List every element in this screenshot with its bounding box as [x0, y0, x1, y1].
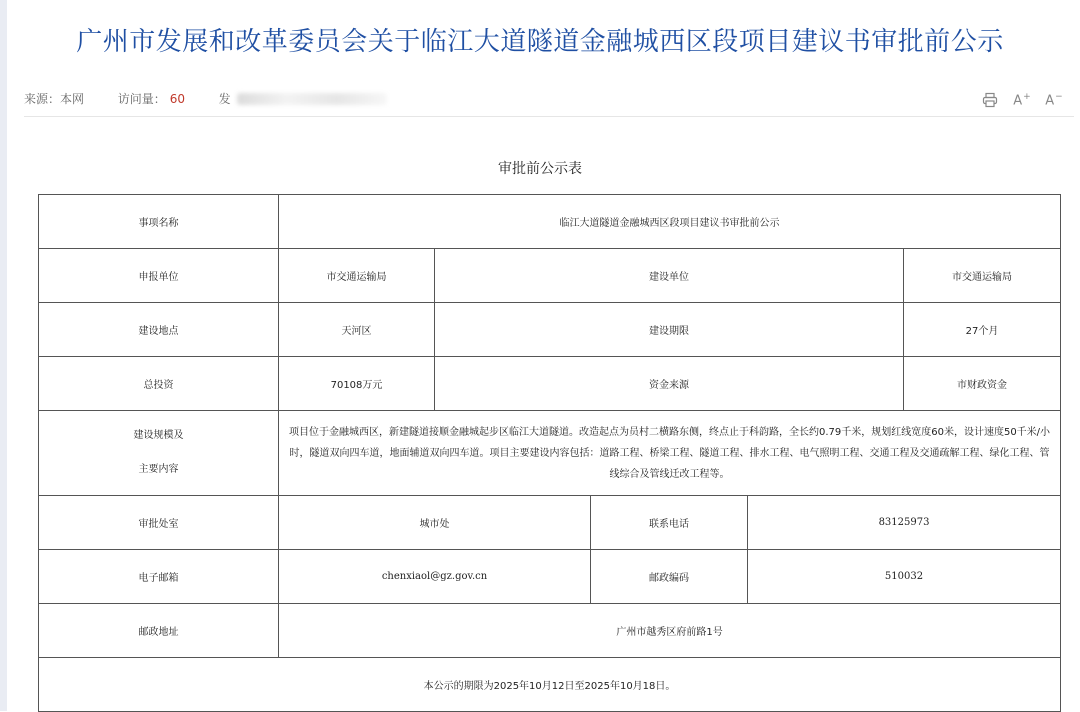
email-value: chenxiaol@gz.gov.cn [279, 550, 591, 604]
page-title: 广州市发展和改革委员会关于临江大道隧道金融城西区段项目建议书审批前公示 [76, 27, 1004, 57]
notice-period: 本公示的期限为2025年10月12日至2025年10月18日。 [39, 658, 1061, 712]
scope-label-line1: 建设规模及 [133, 430, 184, 441]
source-label: 来源： [24, 92, 61, 106]
table-row [39, 604, 1061, 658]
views-count: 60 [169, 92, 185, 106]
address-value: 广州市越秀区府前路1号 [279, 604, 1061, 658]
postcode-value: 510032 [748, 550, 1061, 604]
location-label: 建设地点 [39, 303, 279, 357]
table-row [39, 249, 1061, 303]
applicant-value: 市交通运输局 [279, 249, 435, 303]
print-button[interactable] [980, 90, 1000, 110]
table-row [39, 303, 1061, 357]
postcode-label: 邮政编码 [591, 550, 748, 604]
publish-label: 发 [218, 92, 231, 106]
address-label: 邮政地址 [39, 604, 279, 658]
font-increase-button[interactable] [1012, 90, 1032, 110]
table-row [39, 550, 1061, 604]
print-icon [982, 92, 998, 108]
table-row [39, 411, 1061, 496]
location-value: 天河区 [279, 303, 435, 357]
applicant-label: 申报单位 [39, 249, 279, 303]
article-toolbar [980, 90, 1064, 110]
period-value: 27个月 [904, 303, 1061, 357]
left-rail [0, 0, 7, 711]
font-decrease-button[interactable] [1044, 90, 1064, 110]
table-row [39, 195, 1061, 249]
investment-label: 总投资 [39, 357, 279, 411]
scope-label-line2: 主要内容 [138, 464, 179, 475]
office-label: 审批处室 [39, 496, 279, 550]
funding-value: 市财政资金 [904, 357, 1061, 411]
approval-table [38, 194, 1061, 712]
office-value: 城市处 [279, 496, 591, 550]
table-row [39, 658, 1061, 712]
period-label: 建设期限 [435, 303, 904, 357]
table-row [39, 357, 1061, 411]
investment-value: 70108万元 [279, 357, 435, 411]
table-caption: 审批前公示表 [498, 161, 582, 177]
phone-value: 83125973 [748, 496, 1061, 550]
font-decrease-icon: A− [1045, 91, 1063, 109]
views-label: 访问量： [117, 92, 166, 106]
funding-label: 资金来源 [435, 357, 904, 411]
article-meta [24, 90, 1074, 108]
font-increase-icon: A+ [1013, 91, 1031, 109]
scope-label [39, 411, 279, 496]
builder-value: 市交通运输局 [904, 249, 1061, 303]
item-name-value: 临江大道隧道金融城西区段项目建议书审批前公示 [279, 195, 1061, 249]
blurred-publish-date [237, 93, 387, 105]
scope-value: 项目位于金融城西区，新建隧道接顺金融城起步区临江大道隧道。改造起点为员村二横路东侧，终点止于科韵路，全长约0.79千米，规划红线宽度60米，设计速度50千米/小时，隧道双向四车道，地面辅道双向四车道。项目主要建设内容包括：道路工程、桥梁工程、隧道工程、排水工程、电气照明工程、交通工程及交通疏解工程、绿化工程、管线综合及管线迁改工程等。 [279, 411, 1061, 496]
item-name-label: 事项名称 [39, 195, 279, 249]
phone-label: 联系电话 [591, 496, 748, 550]
builder-label: 建设单位 [435, 249, 904, 303]
table-row [39, 496, 1061, 550]
source-value: 本网 [60, 92, 85, 106]
meta-divider [24, 116, 1074, 117]
email-label: 电子邮箱 [39, 550, 279, 604]
